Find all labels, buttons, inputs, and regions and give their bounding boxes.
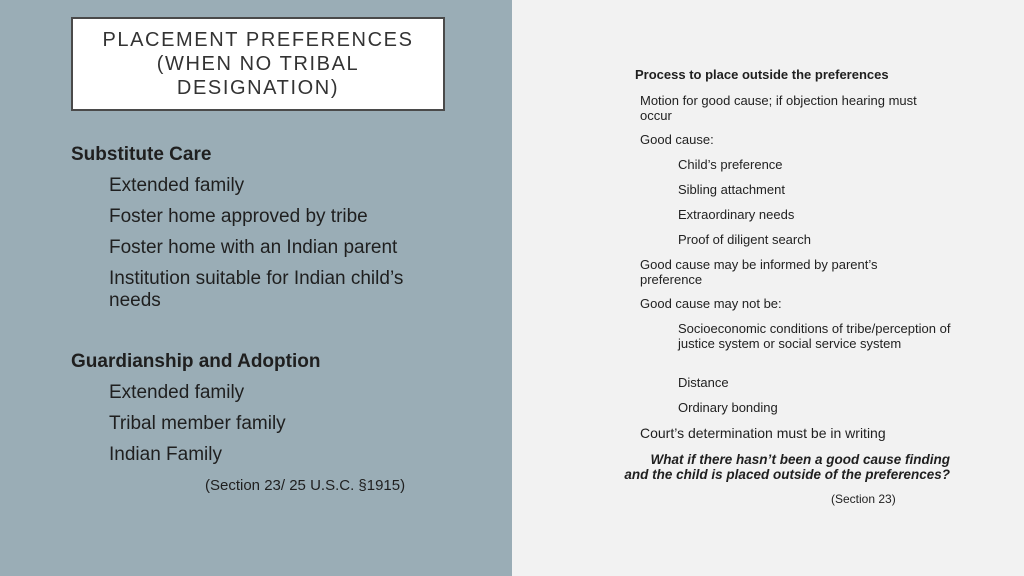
good-cause-item: Child’s preference xyxy=(678,157,783,172)
not-be-item: Ordinary bonding xyxy=(678,400,778,415)
section-citation: (Section 23) xyxy=(831,492,896,506)
guardianship-citation: (Section 23/ 25 U.S.C. §1915) xyxy=(205,477,406,494)
title-box xyxy=(71,17,445,111)
substitute-care-item: Foster home with an Indian parent xyxy=(109,237,398,258)
good-cause-item: Extraordinary needs xyxy=(678,207,795,222)
good-cause-label: Good cause: xyxy=(640,132,714,147)
question-line-1: What if there hasn’t been a good cause finding xyxy=(650,452,950,467)
substitute-care-item: Foster home approved by tribe xyxy=(109,206,368,227)
good-cause-item: Sibling attachment xyxy=(678,182,785,197)
motion-text: Motion for good cause; if objection hearing must occur xyxy=(640,93,917,123)
substitute-care-heading: Substitute Care xyxy=(71,144,212,165)
guardianship-item: Tribal member family xyxy=(109,413,286,434)
informed-text: Good cause may be informed by parent’s preference xyxy=(640,257,878,287)
question-line-2: and the child is placed outside of the preferences? xyxy=(624,467,950,482)
substitute-care-item: Extended family xyxy=(109,175,245,196)
substitute-care-item: Institution suitable for Indian child’s needs xyxy=(109,268,404,311)
not-be-label: Good cause may not be: xyxy=(640,296,782,311)
good-cause-item: Proof of diligent search xyxy=(678,232,811,247)
guardianship-item: Indian Family xyxy=(109,444,222,465)
process-heading: Process to place outside the preferences xyxy=(635,67,889,82)
not-be-item: Distance xyxy=(678,375,729,390)
not-be-item: Socioeconomic conditions of tribe/perception of justice system or social service system xyxy=(678,321,951,351)
guardianship-item: Extended family xyxy=(109,382,245,403)
determination-text: Court’s determination must be in writing xyxy=(640,425,886,441)
guardianship-heading: Guardianship and Adoption xyxy=(71,351,321,372)
slide-title: PLACEMENT PREFERENCES (WHEN NO TRIBAL DESIGNATION) xyxy=(102,29,414,99)
right-panel xyxy=(512,0,1024,576)
